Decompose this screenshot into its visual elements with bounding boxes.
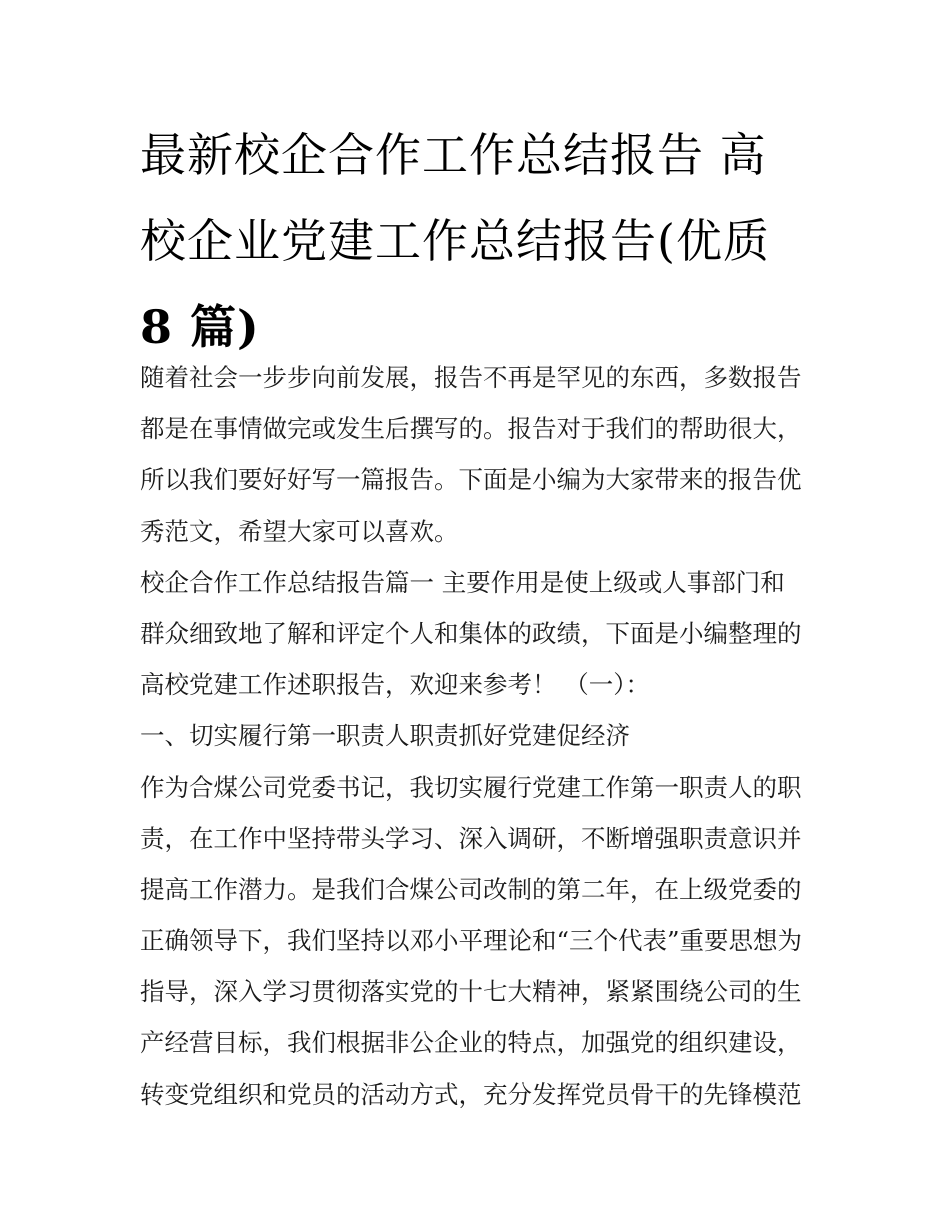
body-line: 指导，深入学习贯彻落实党的十七大精神，紧紧围绕公司的生 xyxy=(140,977,802,1007)
document-title xyxy=(140,112,820,370)
title-line-1: 最新校企合作工作总结报告 高 xyxy=(140,128,767,182)
title-line-2: 校企业党建工作总结报告(优质 xyxy=(140,214,770,268)
body-line: 责，在工作中坚持带头学习、深入调研，不断增强职责意识并 xyxy=(140,823,802,853)
body-line: 随着社会一步步向前发展，报告不再是罕见的东西，多数报告 xyxy=(140,363,802,392)
body-line: 转变党组织和党员的活动方式，充分发挥党员骨干的先锋模范 xyxy=(140,1079,802,1109)
document-body xyxy=(140,352,820,1120)
body-line: 高校党建工作述职报告，欢迎来参考！ （一）： xyxy=(140,670,651,700)
body-line: 群众细致地了解和评定个人和集体的政绩，下面是小编整理的 xyxy=(140,618,802,648)
body-line: 秀范文，希望大家可以喜欢。 xyxy=(140,516,459,546)
body-line: 产经营目标，我们根据非公企业的特点，加强党的组织建设， xyxy=(140,1028,802,1058)
title-line-3: 8 篇) xyxy=(140,300,260,354)
body-line: 作为合煤公司党委书记，我切实履行党建工作第一职责人的职 xyxy=(140,772,802,802)
body-line: 正确领导下，我们坚持以邓小平理论和“三个代表”重要思想为 xyxy=(140,926,803,956)
body-line: 都是在事情做完或发生后撰写的。报告对于我们的帮助很大， xyxy=(140,414,802,444)
body-line: 所以我们要好好写一篇报告。下面是小编为大家带来的报告优 xyxy=(140,465,802,495)
body-line: 校企合作工作总结报告篇一 主要作用是使上级或人事部门和 xyxy=(140,567,785,597)
section-heading: 一、切实履行第一职责人职责抓好党建促经济 xyxy=(140,721,630,751)
body-line: 提高工作潜力。是我们合煤公司改制的第二年，在上级党委的 xyxy=(140,874,802,904)
